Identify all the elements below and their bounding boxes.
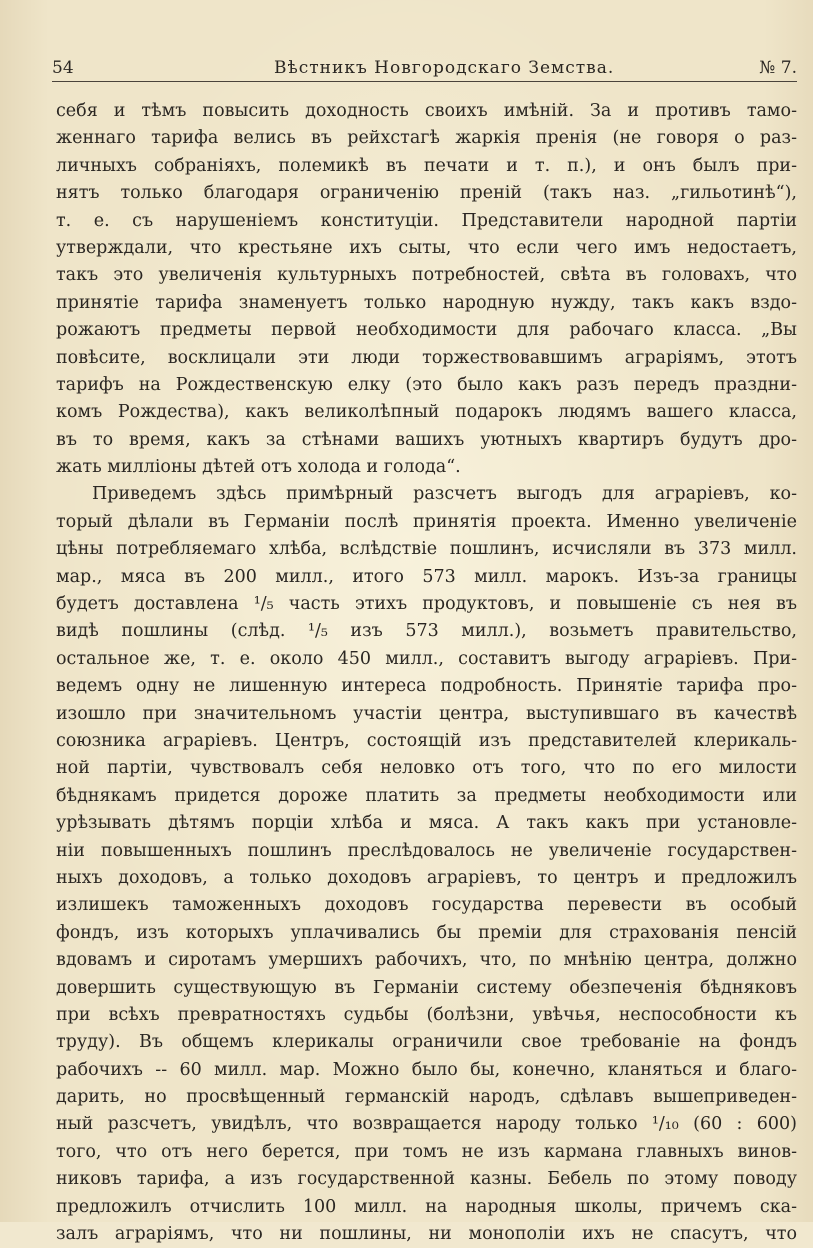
text-line: себя и тѣмъ повысить доходность своихъ имѣній. За и противъ тамо-: [56, 101, 797, 121]
text-line: залъ аграріямъ, что ни пошлины, ни монополіи ихъ не спасутъ, что: [56, 1224, 797, 1245]
text-line: женнаго тарифа велись въ рейхстагѣ жаркія пренія (не говоря о раз-: [56, 128, 797, 149]
text-line: рожаютъ предметы первой необходимости для рабочаго класса. „Вы: [56, 320, 797, 341]
text-line: нятъ только благодаря ограниченію преній (такъ наз. „гильотинѣ“),: [56, 183, 797, 204]
text-line: излишекъ таможенныхъ доходовъ государства перевести въ особый: [56, 895, 797, 916]
text-line: будетъ доставлена ¹/₅ часть этихъ продуктовъ, и повышеніе съ нея въ: [56, 594, 797, 615]
text-line: видѣ пошлины (слѣд. ¹/₅ изъ 573 милл.), возьметъ правительство,: [56, 621, 797, 642]
text-line: дарить, но просвѣщенный германскій народъ, сдѣлавъ вышеприведен-: [56, 1087, 797, 1108]
text-line: принятіе тарифа знаменуетъ только народную нужду, такъ какъ вздо-: [56, 292, 797, 313]
text-line: союзника аграріевъ. Центръ, состоящій изъ представителей клерикаль-: [56, 730, 797, 751]
text-line: повѣсите, восклицали эти люди торжествовавшимъ аграріямъ, этотъ: [56, 347, 797, 368]
text-line: изошло при значительномъ участіи центра, выступившаго въ качествѣ: [56, 703, 797, 724]
text-line: рабочихъ -- 60 милл. мар. Можно было бы, конечно, кланяться и благо-: [56, 1059, 797, 1080]
text-line: при всѣхъ превратностяхъ судьбы (болѣзни, увѣчья, неспособности къ: [56, 1004, 797, 1025]
text-line: ведемъ одну не лишенную интереса подробность. Принятіе тарифа про-: [56, 676, 797, 697]
text-line: ный разсчетъ, увидѣлъ, что возвращается народу только ¹/₁₀ (60 : 600): [56, 1114, 797, 1135]
journal-title: Вѣстникъ Новгородскаго Земства.: [274, 58, 615, 78]
text-line: бѣднякамъ придется дороже платить за предметы необходимости или: [56, 785, 797, 806]
text-line: утверждали, что крестьяне ихъ сыты, что если чего имъ недостаетъ,: [56, 237, 797, 258]
text-line: труду). Въ общемъ клерикалы ограничили свое требованіе на фондъ: [56, 1032, 797, 1053]
text-line: тарифъ на Рождественскую елку (это было какъ разъ передъ праздни-: [56, 374, 797, 395]
text-line: мар., мяса въ 200 милл., итого 573 милл. марокъ. Изъ-за границы: [56, 566, 797, 587]
text-line: того, что отъ него берется, при томъ не изъ кармана главныхъ винов-: [56, 1141, 797, 1162]
text-line: остальное же, т. е. около 450 милл., составитъ выгоду аграріевъ. При-: [56, 648, 797, 669]
text-line: ніи повышенныхъ пошлинъ преслѣдовалось не увеличеніе государствен-: [56, 840, 797, 861]
text-line: торый дѣлали въ Германіи послѣ принятія проекта. Именно увеличеніе: [56, 511, 797, 532]
header-rule: [52, 81, 797, 82]
text-line: т. е. съ нарушеніемъ конституціи. Представители народной партіи: [56, 210, 797, 231]
text-line: въ то время, какъ за стѣнами вашихъ уютныхъ квартиръ будутъ дро-: [56, 429, 797, 450]
text-line: цѣны потребляемаго хлѣба, вслѣдствіе пошлинъ, исчисляли въ 373 милл.: [56, 539, 797, 560]
text-line: такъ это увеличенія культурныхъ потребностей, свѣта въ головахъ, что: [56, 265, 797, 286]
text-line: урѣзывать дѣтямъ порціи хлѣба и мяса. А такъ какъ при установле-: [56, 813, 797, 834]
text-line: предложилъ отчислить 100 милл. на народныя школы, причемъ ска-: [56, 1196, 797, 1217]
text-line: ныхъ доходовъ, а только доходовъ аграріевъ, то центръ и предложилъ: [56, 867, 797, 888]
running-header: [52, 56, 797, 80]
text-line: личныхъ собраніяхъ, полемикѣ въ печати и т. п.), и онъ былъ при-: [56, 155, 797, 176]
text-line: никовъ тарифа, а изъ государственной казны. Бебель по этому поводу: [56, 1169, 797, 1190]
text-line: фондъ, изъ которыхъ уплачивались бы преміи для страхованія пенсій: [56, 922, 797, 943]
body-text: [56, 98, 797, 1248]
text-line: Приведемъ здѣсь примѣрный разсчетъ выгодъ для аграріевъ, ко-: [92, 484, 797, 505]
text-line: вдовамъ и сиротамъ умершихъ рабочихъ, что, по мнѣнію центра, должно: [56, 950, 797, 971]
issue-number: № 7.: [759, 58, 797, 78]
text-line: довершить существующую въ Германіи систему обезпеченія бѣдняковъ: [56, 977, 797, 998]
text-line: жать милліоны дѣтей отъ холода и голода“.: [56, 457, 461, 478]
page-number: 54: [52, 58, 74, 78]
text-line: ной партіи, чувствовалъ себя неловко отъ того, что по его милости: [56, 758, 797, 779]
text-line: комъ Рождества), какъ великолѣпный подарокъ людямъ вашего класса,: [56, 402, 797, 423]
